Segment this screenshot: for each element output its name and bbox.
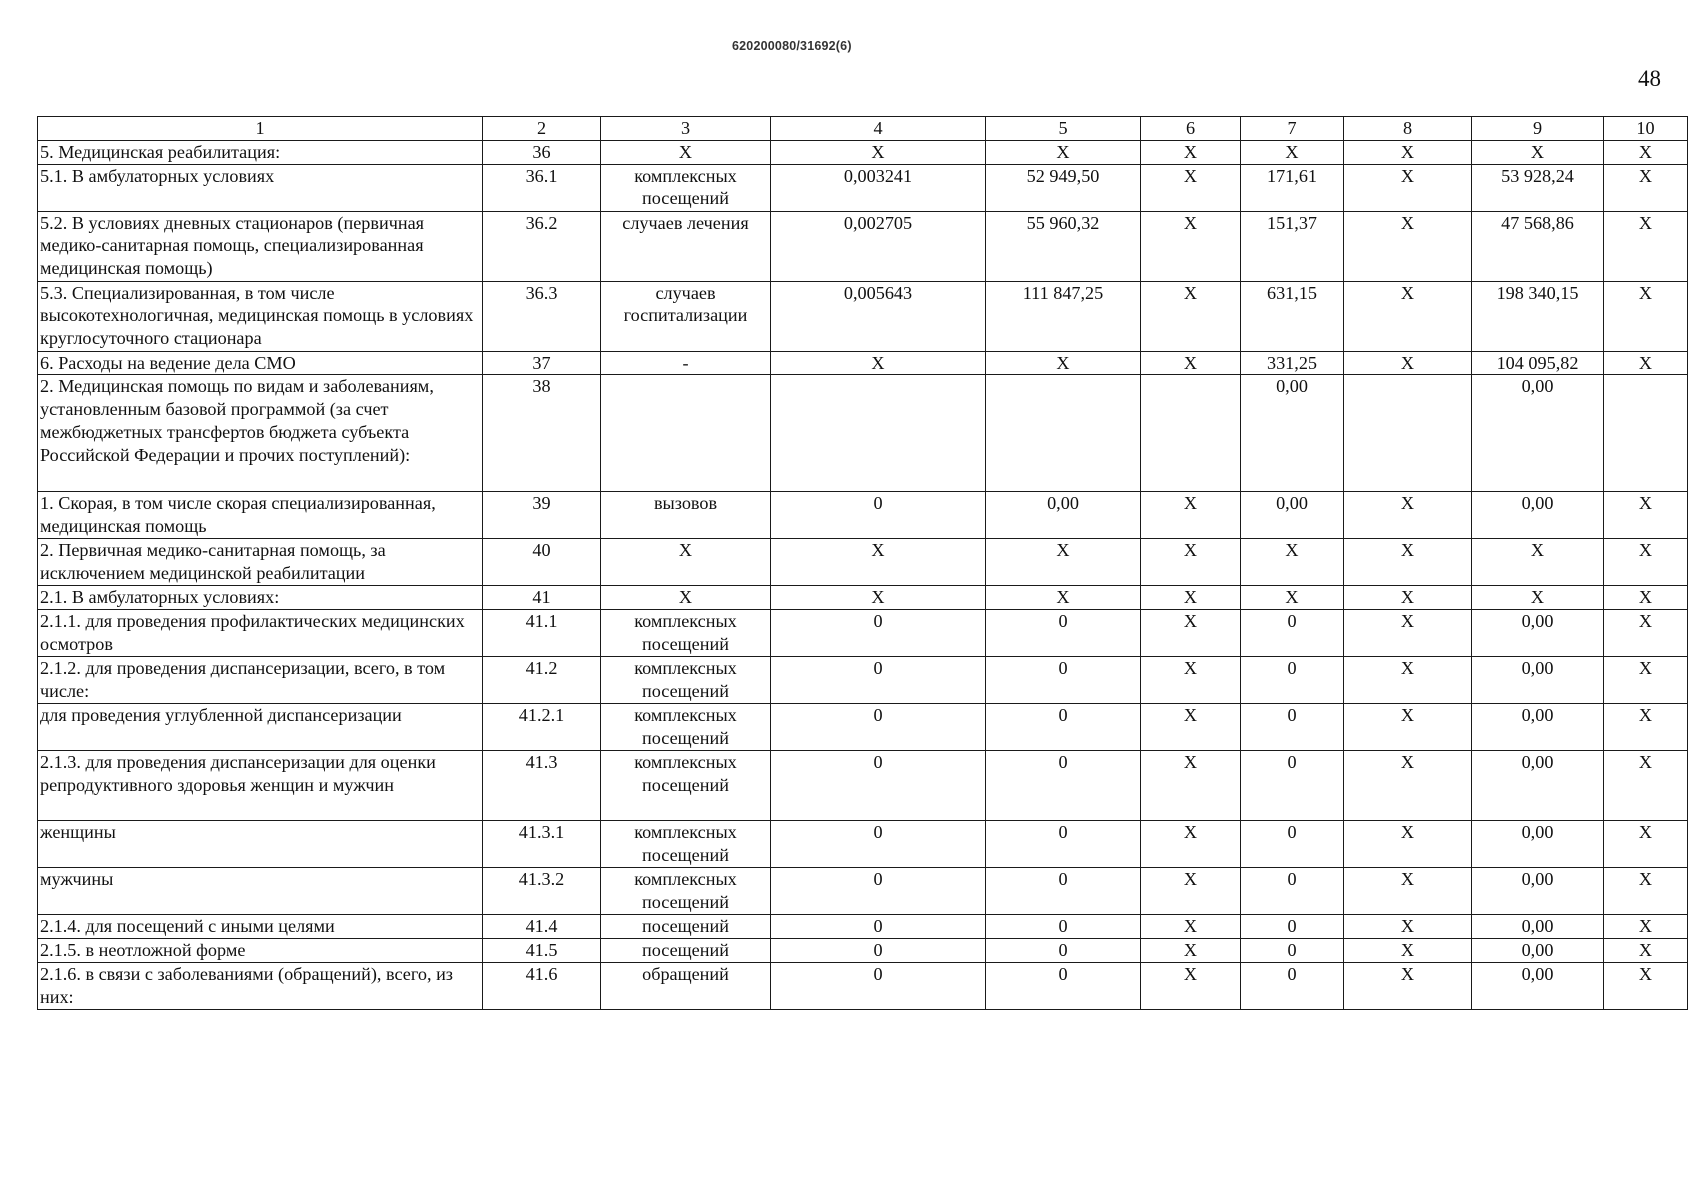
- value-cell: 0,00: [1472, 821, 1604, 868]
- column-number: 1: [38, 117, 483, 141]
- column-number: 3: [601, 117, 771, 141]
- value-cell: Х: [1141, 211, 1241, 281]
- value-cell: 0: [771, 938, 986, 962]
- value-cell: 0: [986, 938, 1141, 962]
- table-row: [38, 962, 1688, 1009]
- unit-cell: Х: [601, 586, 771, 610]
- value-cell: 171,61: [1241, 164, 1344, 211]
- value-cell: Х: [986, 586, 1141, 610]
- value-cell: Х: [1604, 140, 1688, 164]
- value-cell: Х: [1344, 868, 1472, 915]
- value-cell: 0: [1241, 868, 1344, 915]
- row-code: 37: [483, 351, 601, 375]
- table-row: [38, 281, 1688, 351]
- value-cell: Х: [1604, 938, 1688, 962]
- row-code: 41.5: [483, 938, 601, 962]
- value-cell: [1604, 375, 1688, 492]
- value-cell: 0: [986, 821, 1141, 868]
- value-cell: [771, 375, 986, 492]
- value-cell: 0,00: [1472, 704, 1604, 751]
- column-number: 4: [771, 117, 986, 141]
- value-cell: Х: [1141, 492, 1241, 539]
- row-code: 36.1: [483, 164, 601, 211]
- row-code: 36: [483, 140, 601, 164]
- value-cell: Х: [1344, 610, 1472, 657]
- row-label: 2.1.2. для проведения диспансеризации, всего, в том числе:: [38, 657, 483, 704]
- value-cell: 0,00: [1472, 962, 1604, 1009]
- unit-cell: вызовов: [601, 492, 771, 539]
- unit-cell: случаев госпитализации: [601, 281, 771, 351]
- value-cell: Х: [1141, 915, 1241, 939]
- row-code: 41.3.1: [483, 821, 601, 868]
- value-cell: Х: [1141, 164, 1241, 211]
- table-row: [38, 492, 1688, 539]
- row-label: 5.3. Специализированная, в том числе высокотехнологичная, медицинская помощь в условиях круглосуточного стационара: [38, 281, 483, 351]
- value-cell: 0: [771, 704, 986, 751]
- table-row: [38, 586, 1688, 610]
- row-code: 41.3.2: [483, 868, 601, 915]
- row-label: 5.2. В условиях дневных стационаров (первичная медико-санитарная помощь, специализированная медицинская помощь): [38, 211, 483, 281]
- value-cell: 0,00: [1472, 657, 1604, 704]
- column-number: 9: [1472, 117, 1604, 141]
- row-code: 39: [483, 492, 601, 539]
- value-cell: 0,00: [1241, 375, 1344, 492]
- value-cell: 0: [1241, 657, 1344, 704]
- column-number: 10: [1604, 117, 1688, 141]
- row-label: 2.1.6. в связи с заболеваниями (обращений), всего, из них:: [38, 962, 483, 1009]
- row-code: 38: [483, 375, 601, 492]
- value-cell: Х: [771, 586, 986, 610]
- value-cell: Х: [1141, 539, 1241, 586]
- column-number: 7: [1241, 117, 1344, 141]
- table-row: [38, 657, 1688, 704]
- value-cell: Х: [1141, 868, 1241, 915]
- document-code: 620200080/31692(6): [732, 39, 852, 53]
- table-row: [38, 375, 1688, 492]
- row-label: 2.1.4. для посещений с иными целями: [38, 915, 483, 939]
- unit-cell: посещений: [601, 915, 771, 939]
- value-cell: Х: [1344, 704, 1472, 751]
- value-cell: 0: [1241, 915, 1344, 939]
- unit-cell: [601, 375, 771, 492]
- value-cell: Х: [1141, 821, 1241, 868]
- value-cell: 0: [1241, 751, 1344, 821]
- value-cell: Х: [1604, 539, 1688, 586]
- value-cell: 0,00: [1472, 751, 1604, 821]
- row-code: 41: [483, 586, 601, 610]
- value-cell: Х: [1344, 140, 1472, 164]
- value-cell: 0: [1241, 610, 1344, 657]
- row-label: мужчины: [38, 868, 483, 915]
- value-cell: 0: [771, 751, 986, 821]
- value-cell: Х: [1241, 586, 1344, 610]
- table-row: [38, 211, 1688, 281]
- value-cell: Х: [1141, 751, 1241, 821]
- row-label: 2. Первичная медико-санитарная помощь, за исключением медицинской реабилитации: [38, 539, 483, 586]
- value-cell: Х: [1344, 915, 1472, 939]
- row-label: 5.1. В амбулаторных условиях: [38, 164, 483, 211]
- row-code: 41.1: [483, 610, 601, 657]
- value-cell: 631,15: [1241, 281, 1344, 351]
- unit-cell: Х: [601, 539, 771, 586]
- value-cell: Х: [1604, 281, 1688, 351]
- value-cell: 331,25: [1241, 351, 1344, 375]
- row-code: 41.2.1: [483, 704, 601, 751]
- table-row: [38, 164, 1688, 211]
- value-cell: Х: [1344, 938, 1472, 962]
- value-cell: 0,00: [1472, 938, 1604, 962]
- row-code: 36.2: [483, 211, 601, 281]
- value-cell: Х: [1141, 704, 1241, 751]
- value-cell: [986, 375, 1141, 492]
- value-cell: Х: [1604, 868, 1688, 915]
- table-row: [38, 915, 1688, 939]
- value-cell: Х: [1141, 610, 1241, 657]
- row-label: 2. Медицинская помощь по видам и заболеваниям, установленным базовой программой (за счет межбюджетных трансфертов бюджета субъекта Российской Федерации и прочих поступлений):: [38, 375, 483, 492]
- value-cell: Х: [1344, 351, 1472, 375]
- value-cell: Х: [1604, 915, 1688, 939]
- value-cell: 0: [986, 704, 1141, 751]
- row-label: 2.1. В амбулаторных условиях:: [38, 586, 483, 610]
- value-cell: 0: [986, 915, 1141, 939]
- value-cell: 0: [986, 962, 1141, 1009]
- value-cell: Х: [1472, 586, 1604, 610]
- value-cell: 0,003241: [771, 164, 986, 211]
- value-cell: 0: [771, 868, 986, 915]
- row-code: 41.3: [483, 751, 601, 821]
- value-cell: 0: [986, 751, 1141, 821]
- row-label: 2.1.5. в неотложной форме: [38, 938, 483, 962]
- value-cell: Х: [771, 140, 986, 164]
- value-cell: [1344, 375, 1472, 492]
- row-label: 5. Медицинская реабилитация:: [38, 140, 483, 164]
- column-number: 8: [1344, 117, 1472, 141]
- value-cell: Х: [771, 539, 986, 586]
- value-cell: 0,002705: [771, 211, 986, 281]
- value-cell: Х: [1472, 539, 1604, 586]
- value-cell: 0: [1241, 704, 1344, 751]
- value-cell: Х: [1604, 657, 1688, 704]
- table-row: [38, 610, 1688, 657]
- value-cell: 0: [1241, 938, 1344, 962]
- value-cell: Х: [1344, 492, 1472, 539]
- row-label: для проведения углубленной диспансеризации: [38, 704, 483, 751]
- data-table: [37, 116, 1688, 1010]
- row-label: 1. Скорая, в том числе скорая специализированная, медицинская помощь: [38, 492, 483, 539]
- value-cell: 47 568,86: [1472, 211, 1604, 281]
- table-row: [38, 539, 1688, 586]
- value-cell: 0,00: [1241, 492, 1344, 539]
- value-cell: 53 928,24: [1472, 164, 1604, 211]
- table-row: [38, 704, 1688, 751]
- value-cell: Х: [1344, 657, 1472, 704]
- value-cell: Х: [1141, 962, 1241, 1009]
- value-cell: 104 095,82: [1472, 351, 1604, 375]
- value-cell: Х: [1141, 938, 1241, 962]
- column-number: 5: [986, 117, 1141, 141]
- value-cell: Х: [1141, 281, 1241, 351]
- value-cell: 0,005643: [771, 281, 986, 351]
- value-cell: Х: [1604, 586, 1688, 610]
- value-cell: 0: [986, 657, 1141, 704]
- row-code: 41.4: [483, 915, 601, 939]
- unit-cell: комплексных посещений: [601, 164, 771, 211]
- value-cell: 0: [986, 868, 1141, 915]
- value-cell: 111 847,25: [986, 281, 1141, 351]
- value-cell: 0: [771, 915, 986, 939]
- row-label: женщины: [38, 821, 483, 868]
- unit-cell: комплексных посещений: [601, 657, 771, 704]
- value-cell: 151,37: [1241, 211, 1344, 281]
- table-row: [38, 821, 1688, 868]
- column-number-row: [38, 117, 1688, 141]
- value-cell: 0: [1241, 821, 1344, 868]
- unit-cell: случаев лечения: [601, 211, 771, 281]
- value-cell: 0: [986, 610, 1141, 657]
- value-cell: Х: [1344, 539, 1472, 586]
- value-cell: Х: [1141, 657, 1241, 704]
- unit-cell: комплексных посещений: [601, 610, 771, 657]
- table-row: [38, 351, 1688, 375]
- row-code: 36.3: [483, 281, 601, 351]
- table-row: [38, 868, 1688, 915]
- value-cell: Х: [1141, 140, 1241, 164]
- value-cell: 0,00: [1472, 610, 1604, 657]
- row-code: 41.6: [483, 962, 601, 1009]
- value-cell: Х: [1344, 586, 1472, 610]
- value-cell: Х: [986, 351, 1141, 375]
- value-cell: Х: [1604, 751, 1688, 821]
- value-cell: Х: [1241, 140, 1344, 164]
- page-number: 48: [1638, 66, 1661, 91]
- value-cell: Х: [1604, 821, 1688, 868]
- value-cell: Х: [1344, 281, 1472, 351]
- value-cell: Х: [1241, 539, 1344, 586]
- value-cell: 55 960,32: [986, 211, 1141, 281]
- unit-cell: посещений: [601, 938, 771, 962]
- column-number: 2: [483, 117, 601, 141]
- table-row: [38, 751, 1688, 821]
- unit-cell: -: [601, 351, 771, 375]
- unit-cell: комплексных посещений: [601, 868, 771, 915]
- value-cell: Х: [1604, 962, 1688, 1009]
- value-cell: 0,00: [1472, 868, 1604, 915]
- value-cell: Х: [1344, 962, 1472, 1009]
- value-cell: Х: [1344, 164, 1472, 211]
- value-cell: [1141, 375, 1241, 492]
- value-cell: Х: [1344, 751, 1472, 821]
- value-cell: Х: [1141, 351, 1241, 375]
- value-cell: Х: [1344, 821, 1472, 868]
- value-cell: Х: [771, 351, 986, 375]
- unit-cell: Х: [601, 140, 771, 164]
- value-cell: Х: [1604, 492, 1688, 539]
- unit-cell: комплексных посещений: [601, 751, 771, 821]
- value-cell: 0: [771, 821, 986, 868]
- unit-cell: комплексных посещений: [601, 821, 771, 868]
- row-code: 41.2: [483, 657, 601, 704]
- column-number: 6: [1141, 117, 1241, 141]
- value-cell: 52 949,50: [986, 164, 1141, 211]
- value-cell: Х: [1604, 351, 1688, 375]
- value-cell: 198 340,15: [1472, 281, 1604, 351]
- value-cell: 0,00: [1472, 915, 1604, 939]
- value-cell: Х: [1604, 164, 1688, 211]
- value-cell: 0: [771, 657, 986, 704]
- value-cell: Х: [986, 539, 1141, 586]
- value-cell: 0: [1241, 962, 1344, 1009]
- table-row: [38, 938, 1688, 962]
- unit-cell: обращений: [601, 962, 771, 1009]
- value-cell: 0: [771, 492, 986, 539]
- value-cell: 0: [771, 962, 986, 1009]
- value-cell: 0,00: [986, 492, 1141, 539]
- value-cell: Х: [1604, 610, 1688, 657]
- value-cell: 0,00: [1472, 375, 1604, 492]
- value-cell: Х: [1604, 704, 1688, 751]
- row-code: 40: [483, 539, 601, 586]
- row-label: 2.1.1. для проведения профилактических медицинских осмотров: [38, 610, 483, 657]
- value-cell: Х: [1472, 140, 1604, 164]
- value-cell: Х: [1141, 586, 1241, 610]
- value-cell: 0: [771, 610, 986, 657]
- unit-cell: комплексных посещений: [601, 704, 771, 751]
- row-label: 6. Расходы на ведение дела СМО: [38, 351, 483, 375]
- value-cell: Х: [1344, 211, 1472, 281]
- table-row: [38, 140, 1688, 164]
- value-cell: 0,00: [1472, 492, 1604, 539]
- row-label: 2.1.3. для проведения диспансеризации для оценки репродуктивного здоровья женщин и мужчин: [38, 751, 483, 821]
- value-cell: Х: [1604, 211, 1688, 281]
- value-cell: Х: [986, 140, 1141, 164]
